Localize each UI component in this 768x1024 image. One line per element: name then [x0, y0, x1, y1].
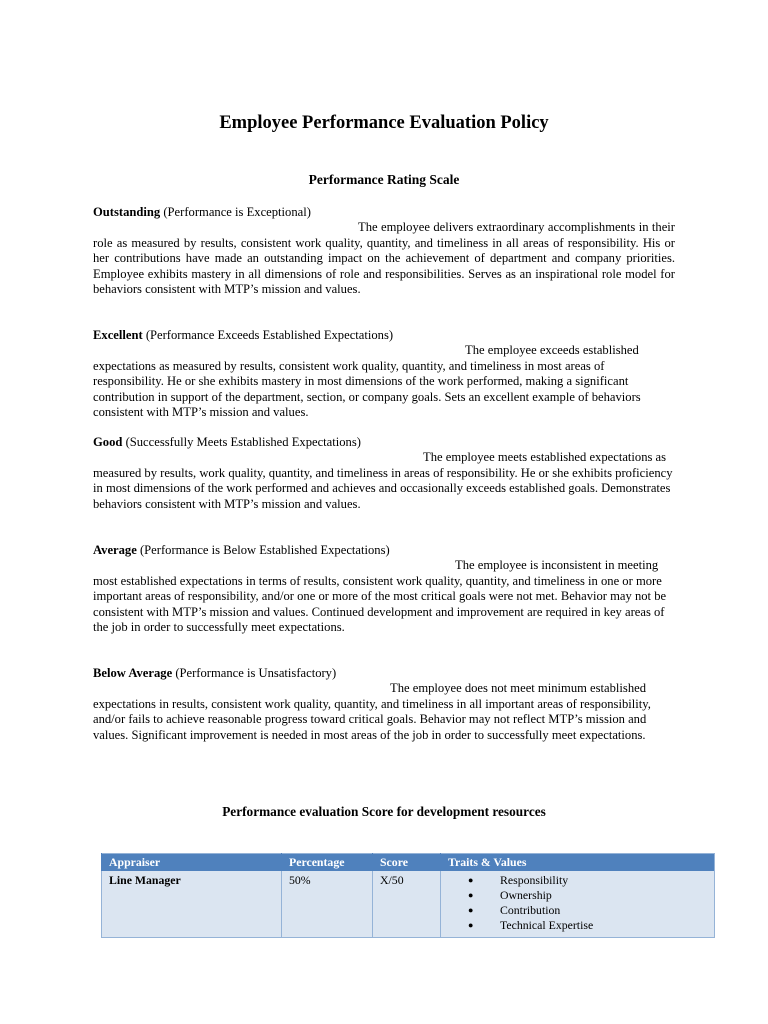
- rating-description: The employee does not meet minimum established expectations in results, consistent work quality, quantity, and timeliness in all important areas of responsibility, and/or fails to achieve reasonable progress toward critical goals. Behavior may not reflect MTP’s mission and values. Significant improvement is needed in most areas of the job in order to successfully meet expectations.: [93, 681, 651, 742]
- score-table: [101, 853, 715, 938]
- rating-qualifier: (Successfully Meets Established Expectations): [125, 435, 361, 449]
- cell-appraiser: Line Manager: [102, 871, 282, 938]
- rating-description: The employee is inconsistent in meeting most established expectations in terms of results, consistent work quality, quantity, and timeliness in one or more important areas of responsibility, and/or one or more of the most critical goals were not met. Behavior may not be consistent with MTP’s mission and values. Continued development and improvement are required in key areas of the job in order to successfully meet expectations.: [93, 558, 667, 635]
- rating-description: The employee exceeds established expectations as measured by results, consistent work quality, quantity, and timeliness in most areas of responsibility. He or she exhibits mastery in most dimensions of the work performed, making a significant contribution in support of the department, section, or company goals. Sets an excellent example of behaviors consistent with MTP’s mission and values.: [93, 343, 641, 420]
- score-table-header-row: [102, 854, 715, 872]
- rating-name: Average: [93, 543, 137, 557]
- cell-percentage: 50%: [282, 871, 373, 938]
- bullet-icon: ●: [468, 875, 474, 885]
- rating-section-average: [93, 543, 675, 635]
- rating-section-below-average: [93, 666, 675, 743]
- rating-section-good: [93, 435, 675, 512]
- rating-qualifier: (Performance is Exceptional): [163, 205, 311, 219]
- list-item: ● Ownership: [468, 888, 552, 902]
- header-percentage: Percentage: [282, 854, 373, 872]
- header-appraiser: Appraiser: [102, 854, 282, 872]
- cell-traits: [441, 871, 715, 938]
- rating-description: The employee meets established expectations as measured by results, work quality, quantity, and timeliness in areas of responsibility. He or she exhibits proficiency in most dimensions of the work performed and achieves and occasionally exceeds established goals. Demonstrates behaviors consistent with MTP’s mission and values.: [93, 450, 673, 511]
- list-item: ● Contribution: [468, 903, 561, 917]
- table-row: [102, 871, 715, 938]
- score-table-title: Performance evaluation Score for development resources: [222, 804, 546, 819]
- document-title: Employee Performance Evaluation Policy: [219, 113, 549, 133]
- rating-qualifier: (Performance Exceeds Established Expectations): [145, 328, 394, 342]
- rating-qualifier: (Performance is Below Established Expectations): [139, 543, 390, 557]
- bullet-icon: ●: [468, 920, 474, 930]
- rating-name: Below Average: [93, 666, 173, 680]
- rating-name: Outstanding: [93, 205, 161, 219]
- traits-list: [448, 873, 707, 933]
- header-score: Score: [373, 854, 441, 872]
- list-item: ● Responsibility: [468, 873, 569, 887]
- header-traits-values: Traits & Values: [441, 854, 715, 872]
- rating-scale-heading: Performance Rating Scale: [308, 172, 460, 187]
- rating-name: Excellent: [93, 328, 143, 342]
- rating-section-outstanding: [93, 205, 675, 297]
- cell-score: X/50: [373, 871, 441, 938]
- rating-qualifier: (Performance is Unsatisfactory): [175, 666, 337, 680]
- rating-name: Good: [93, 435, 123, 449]
- list-item: ● Technical Expertise: [468, 918, 594, 932]
- rating-description: The employee delivers extraordinary accomplishments in their role as measured by results, consistent work quality, quantity, and timeliness in all areas of responsibility. His or her contributions have made an outstanding impact on the achievement of department and company priorities. Employee exhibits mastery in all dimensions of role and responsibilities. Serves as an inspirational role model for behaviors consistent with MTP’s mission and values.: [93, 220, 675, 297]
- bullet-icon: ●: [468, 905, 474, 915]
- bullet-icon: ●: [468, 890, 474, 900]
- rating-section-excellent: [93, 328, 675, 420]
